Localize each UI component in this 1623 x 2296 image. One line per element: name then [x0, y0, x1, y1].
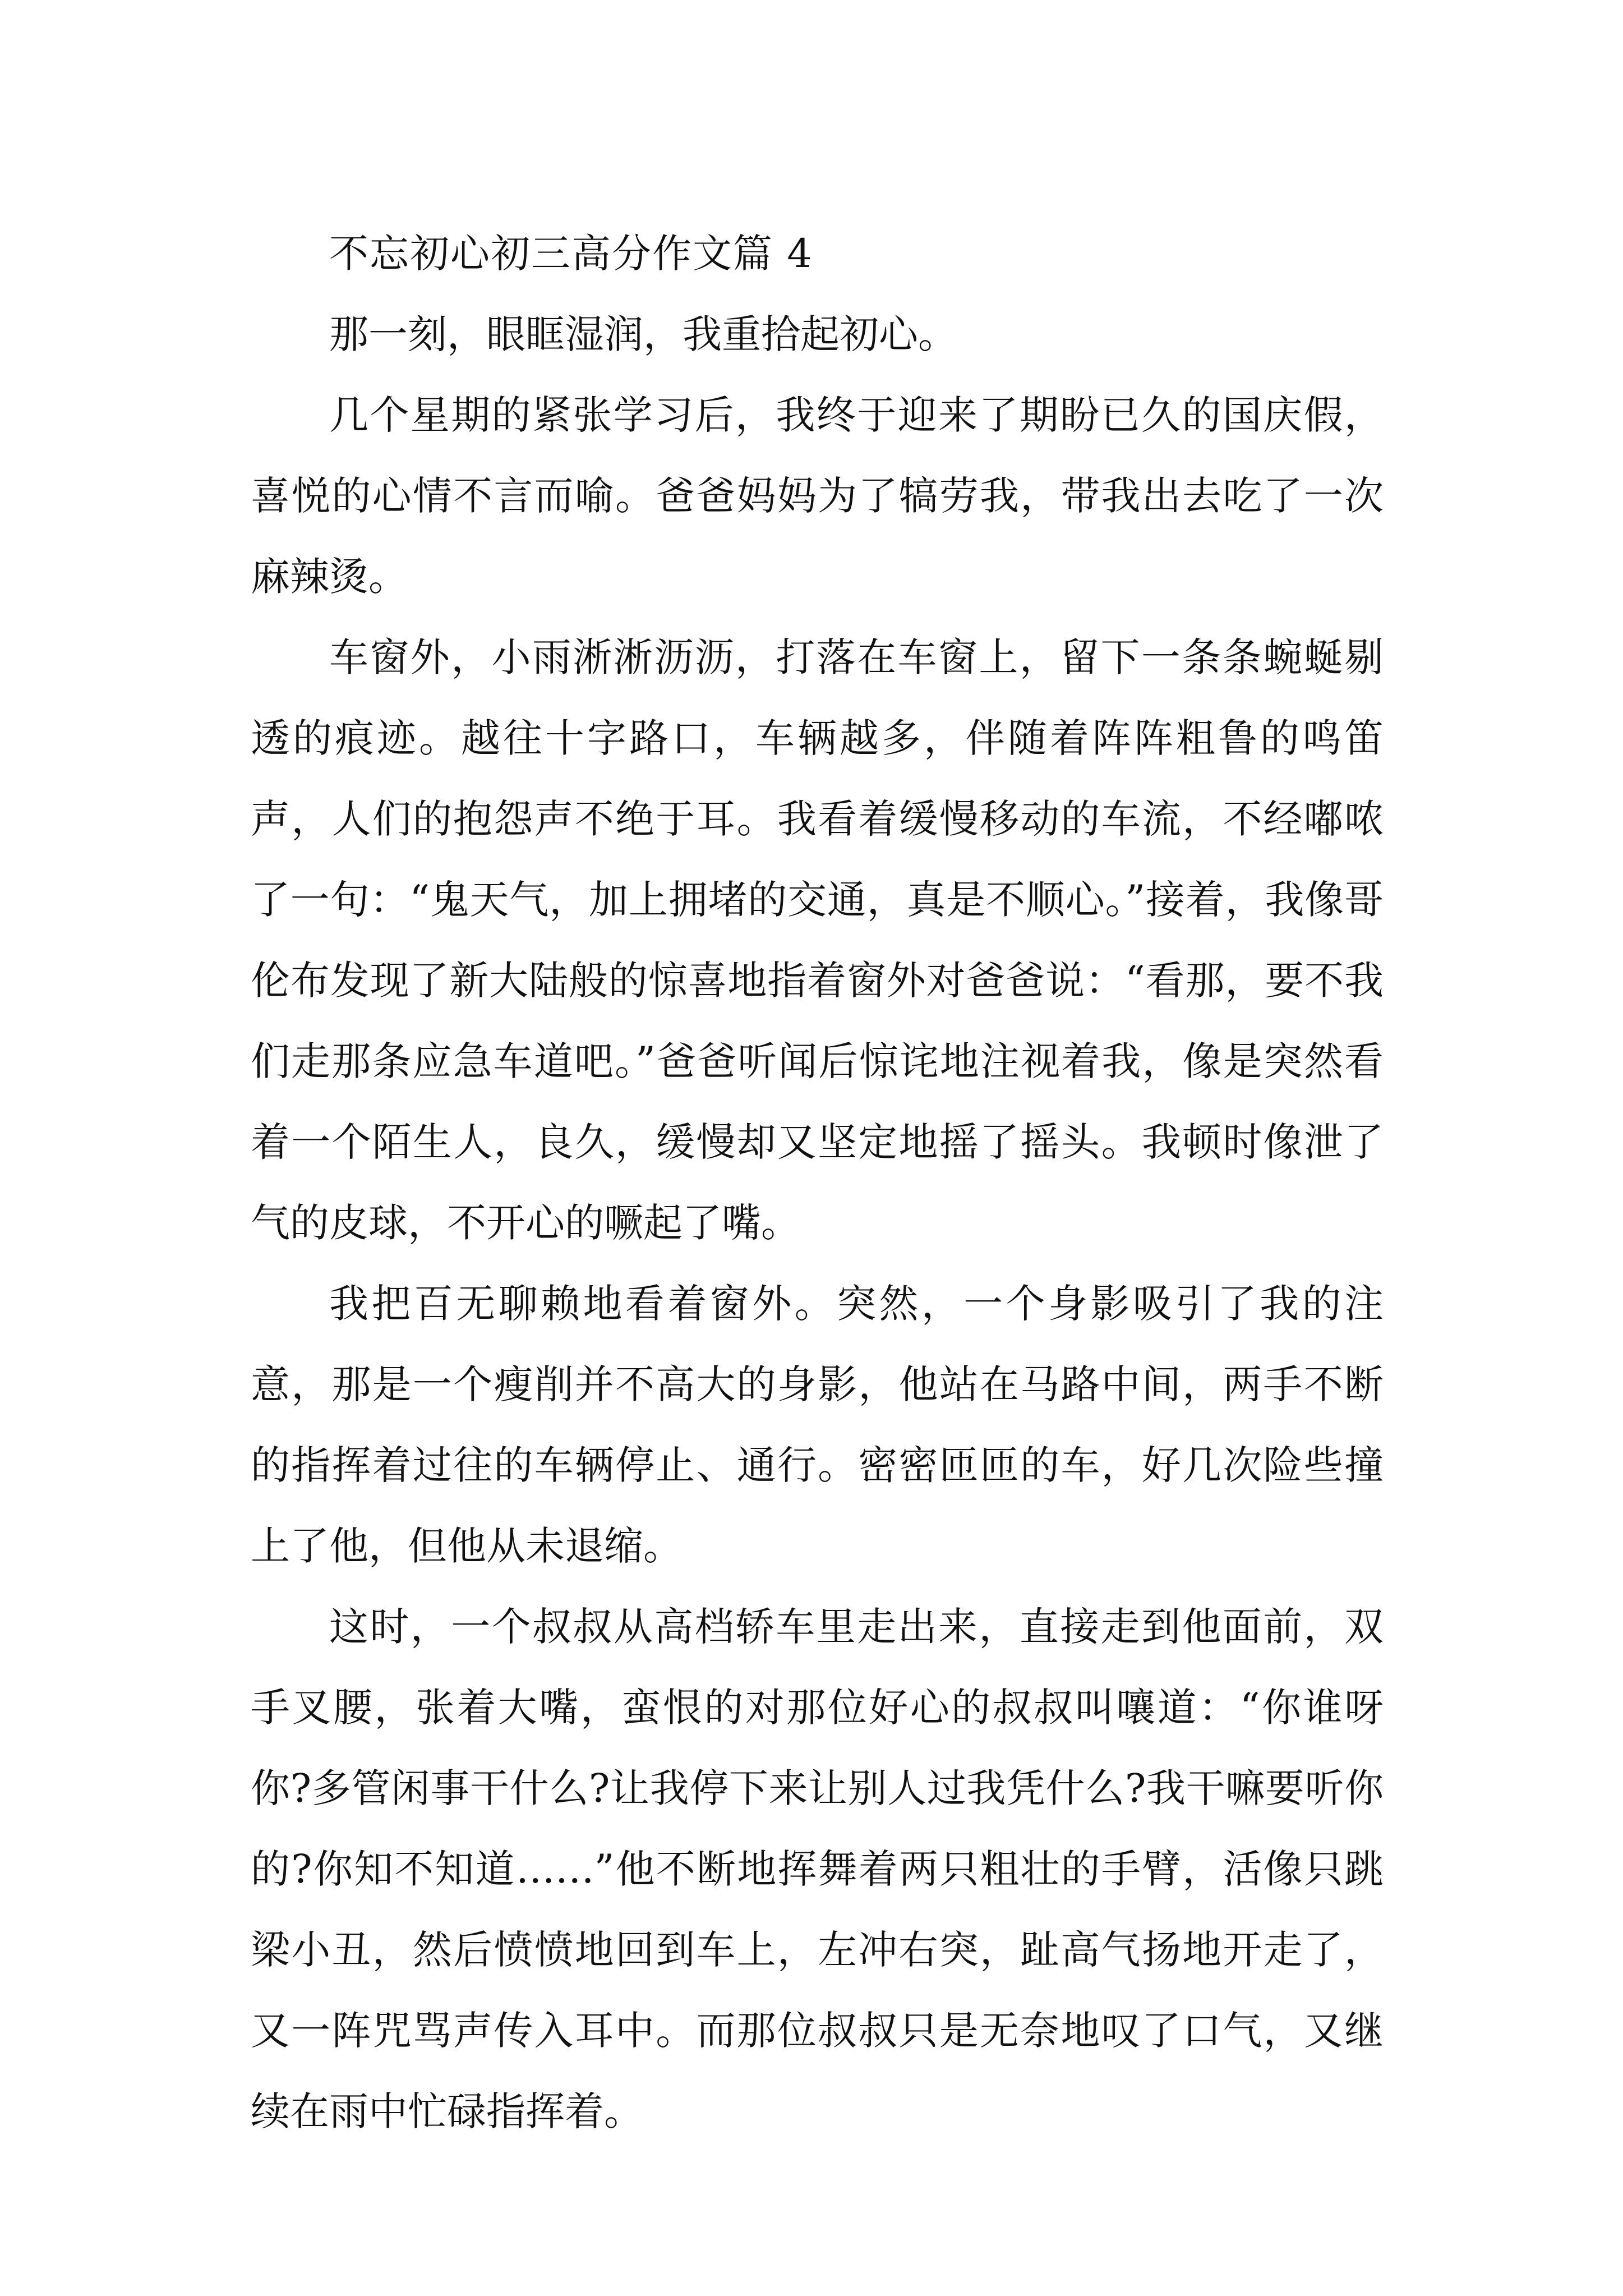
paragraph: 我把百无聊赖地看着窗外。突然，一个身影吸引了我的注意，那是一个瘦削并不高大的身影，他站在马路中间，两手不断的指挥着过往的车辆停止、通行。密密匝匝的车，好几次险些撞上了他，但他从未退缩。: [251, 1281, 1384, 1569]
document-body: [251, 213, 1384, 2152]
paragraph: 那一刻，眼眶湿润，我重拾起初心。: [329, 311, 957, 357]
paragraph: 几个星期的紧张学习后，我终于迎来了期盼已久的国庆假，喜悦的心情不言而喻。爸爸妈妈为了犒劳我，带我出去吃了一次麻辣烫。: [251, 392, 1384, 600]
paragraph: 车窗外，小雨淅淅沥沥，打落在车窗上，留下一条条蜿蜒剔透的痕迹。越往十字路口，车辆越多，伴随着阵阵粗鲁的鸣笛声，人们的抱怨声不绝于耳。我看着缓慢移动的车流，不经嘟哝了一句：“鬼天气，加上拥堵的交通，真是不顺心。”接着，我像哥伦布发现了新大陆般的惊喜地指着窗外对爸爸说：“看那，要不我们走那条应急车道吧。”爸爸听闻后惊诧地注视着我，像是突然看着一个陌生人，良久，缓慢却又坚定地摇了摇头。我顿时像泄了气的皮球，不开心的噘起了嘴。: [251, 634, 1384, 1246]
paragraph: 这时，一个叔叔从高档轿车里走出来，直接走到他面前，双手叉腰，张着大嘴，蛮恨的对那位好心的叔叔叫嚷道：“你谁呀你?多管闲事干什么?让我停下来让别人过我凭什么?我干嘛要听你的?你知不知道……”他不断地挥舞着两只粗壮的手臂，活像只跳梁小丑，然后愤愤地回到车上，左冲右突，趾高气扬地开走了，又一阵咒骂声传入耳中。而那位叔叔只是无奈地叹了口气，又继续在雨中忙碌指挥着。: [251, 1604, 1384, 2134]
essay-title: 不忘初心初三高分作文篇 4: [329, 231, 813, 277]
